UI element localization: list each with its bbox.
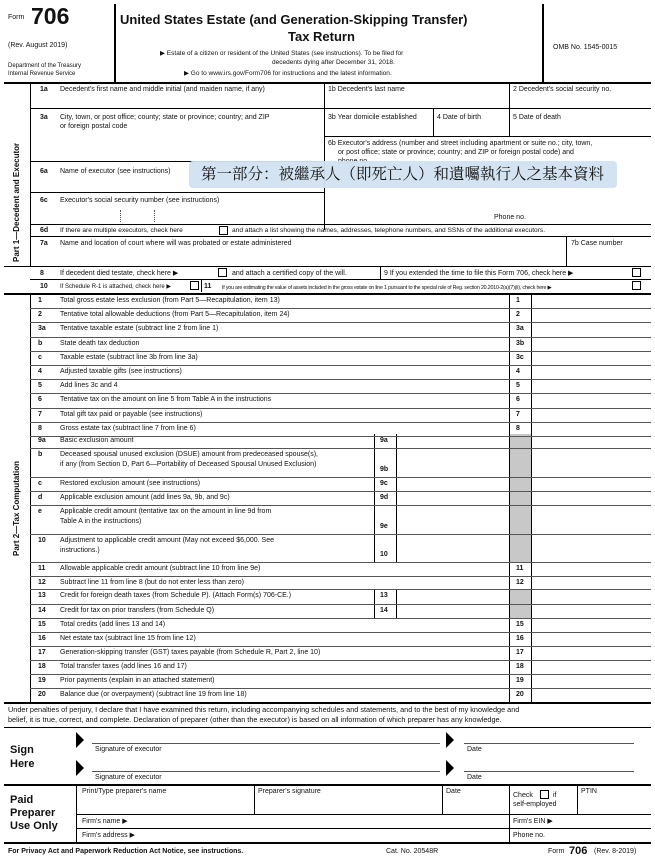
- line-17-label: Generation-skipping transfer (GST) taxes payable (from Schedule R, Part 2, line 10): [60, 649, 321, 656]
- mid-box-number: 9d: [380, 494, 389, 501]
- line-box-number: 5: [516, 382, 520, 390]
- line-number: c: [38, 353, 42, 361]
- line-box-number: 16: [516, 635, 524, 642]
- line-number: 16: [38, 635, 46, 642]
- arrow-icon: [76, 732, 84, 748]
- line-number: 13: [38, 592, 46, 599]
- line-11-label: Allowable applicable credit amount (subtract line 10 from line 9e): [60, 565, 261, 572]
- line-box-number: 1: [516, 297, 520, 304]
- field-6b-label: 6b Executor's address (number and street including apartment or suite no.; city, town,: [328, 140, 593, 147]
- line-5-amount[interactable]: [532, 379, 650, 391]
- form-title-line2: Tax Return: [288, 29, 355, 44]
- field-11-label: If you are estimating the value of assets included in the gross estate on line 1 pursuant to the special rule of Reg. section 20.2010-2(a)(7)(ii), check here ▶: [222, 284, 552, 291]
- instruction-line1: ▶ Estate of a citizen or resident of the United States (see instructions). To be filed for: [160, 50, 404, 57]
- privacy-notice: For Privacy Act and Paperwork Reduction Act Notice, see instructions.: [8, 848, 244, 855]
- line-box-number: 11: [516, 565, 524, 572]
- line-number: 12: [38, 578, 46, 586]
- line-box-number: 8: [516, 424, 520, 432]
- line-7-amount[interactable]: [532, 408, 650, 420]
- preparer-label: Preparer: [10, 807, 56, 819]
- line-box-number: 17: [516, 649, 524, 656]
- line-18-label: Total transfer taxes (add lines 16 and 17): [60, 663, 187, 670]
- l13-label: Credit for foreign death taxes (from Schedule P). (Attach Form(s) 706-CE.): [60, 592, 292, 599]
- line-3c-amount[interactable]: [532, 351, 650, 363]
- l9a-label: Basic exclusion amount: [60, 437, 134, 444]
- check-label: Check: [513, 792, 533, 799]
- preparer-phone-label: Phone no.: [513, 832, 545, 839]
- l9e-label-2: Table A in the instructions): [60, 518, 142, 525]
- line-number: 10: [38, 537, 46, 544]
- estimating-value-checkbox[interactable]: [632, 281, 641, 290]
- field-6d-label-2: and attach a list showing the names, addresses, telephone numbers, and SSNs of the additional executors.: [232, 227, 546, 234]
- field-6a-label: Name of executor (see instructions): [60, 168, 171, 175]
- line-7-label: Total gift tax paid or payable (see instructions): [60, 410, 203, 418]
- l10-amount[interactable]: [397, 549, 507, 561]
- field-6b-label-2: or post office; state or province; country; and ZIP or foreign postal code) and: [338, 149, 574, 156]
- line-box-number: 3b: [516, 339, 525, 347]
- line-2-label: Tentative total allowable deductions (from Part 5—Recapitulation, item 24): [60, 311, 290, 319]
- line-15-label: Total credits (add lines 13 and 14): [60, 621, 166, 628]
- line-3c-label: Taxable estate (subtract line 3b from line 3a): [60, 353, 198, 361]
- line-box-number: 2: [516, 311, 520, 319]
- footer-form-number: 706: [569, 845, 588, 857]
- omb-number: OMB No. 1545-0015: [553, 44, 618, 51]
- sign-label: Sign: [10, 744, 34, 756]
- line-8-label: Gross estate tax (subtract line 7 from line 6): [60, 424, 196, 432]
- line-16-label: Net estate tax (subtract line 15 from line 12): [60, 635, 196, 642]
- field-7b-label: 7b Case number: [571, 240, 623, 247]
- mid-box-number: 13: [380, 592, 388, 599]
- line-number: 1: [38, 297, 42, 304]
- field-9-label: 9 If you extended the time to file this Form 706, check here ▶: [384, 270, 574, 277]
- line-20-amount[interactable]: [532, 688, 650, 700]
- l9b-label-2: if any (from Section D, Part 6—Portability of Deceased Spousal Unused Exclusion): [60, 461, 317, 468]
- testate-checkbox[interactable]: [218, 268, 227, 277]
- line-box-number: 19: [516, 677, 524, 684]
- l9e-label: Applicable credit amount (tentative tax on the amount in line 9d from: [60, 508, 272, 515]
- field-3b-label: 3b Year domicile established: [328, 114, 417, 121]
- mid-box-number: 9e: [380, 523, 388, 530]
- line-box-number: 20: [516, 691, 524, 698]
- signature-label-1: Signature of executor: [95, 746, 162, 753]
- field-3a-label: City, town, or post office; county; state or province; country; and ZIP: [60, 114, 270, 121]
- line-number: 17: [38, 649, 46, 656]
- line-box-number: 6: [516, 396, 520, 404]
- shaded-box: [510, 434, 531, 562]
- field-5-label: 5 Date of death: [513, 114, 561, 121]
- l13-amount[interactable]: [397, 589, 507, 601]
- paid-label: Paid: [10, 794, 34, 806]
- date-label-1: Date: [467, 746, 482, 753]
- line-number: 11: [38, 565, 46, 572]
- translation-overlay-text: 第一部分：被繼承人（即死亡人）和遺囑執行人之基本資料: [201, 166, 605, 183]
- decedent-first-name-input[interactable]: [60, 96, 324, 108]
- field-3a-label-2: or foreign postal code: [60, 123, 128, 130]
- line-number: 8: [38, 424, 42, 432]
- translation-overlay: [189, 161, 617, 188]
- field-10-label: If Schedule R-1 is attached, check here ▶: [60, 284, 172, 290]
- line-box-number: 18: [516, 663, 524, 670]
- line-number: d: [38, 494, 43, 501]
- agency: Internal Revenue Service: [8, 71, 76, 77]
- line-19-label: Prior payments (explain in an attached statement): [60, 677, 215, 684]
- line-box-number: 3a: [516, 325, 524, 333]
- arrow-icon: [446, 732, 454, 748]
- mid-box-number: 9c: [380, 480, 388, 487]
- field-2-label: 2 Decedent's social security no.: [513, 86, 612, 93]
- line-number: 15: [38, 621, 46, 628]
- firm-address-label: Firm's address ▶: [82, 832, 136, 839]
- l9c-amount[interactable]: [397, 478, 507, 490]
- line-number: 2: [38, 311, 42, 319]
- l9d-label: Applicable exclusion amount (add lines 9a, 9b, and 9c): [60, 494, 230, 501]
- part1-side-label: Part 1—Decedent and Executor: [12, 142, 21, 262]
- line-5-label: Add lines 3c and 4: [60, 382, 118, 390]
- line-16-amount[interactable]: [532, 632, 650, 644]
- field-6c-label: Executor's social security number (see instructions): [60, 197, 220, 204]
- schedule-r1-checkbox[interactable]: [190, 281, 199, 290]
- line-3a-label: Tentative taxable estate (subtract line 2 from line 1): [60, 325, 219, 333]
- use-only-label: Use Only: [10, 820, 58, 832]
- arrow-icon: [446, 760, 454, 776]
- line-11-amount[interactable]: [532, 562, 650, 574]
- self-employed-checkbox[interactable]: [540, 790, 549, 799]
- line-number: 20: [38, 691, 46, 698]
- line-number: 19: [38, 677, 46, 684]
- decedent-ssn-input[interactable]: [513, 96, 649, 108]
- l9b-label: Deceased spousal unused exclusion (DSUE) amount from predeceased spouse(s),: [60, 451, 318, 458]
- ptin-label: PTIN: [581, 788, 597, 795]
- date-label-2: Date: [467, 774, 482, 781]
- firm-ein-label: Firm's EIN ▶: [513, 818, 553, 825]
- l9c-label: Restored exclusion amount (see instructions): [60, 480, 201, 487]
- line-number: 6: [38, 396, 42, 404]
- mid-box-number: 9b: [380, 466, 389, 473]
- preparer-name-label: Print/Type preparer's name: [82, 788, 167, 795]
- arrow-icon: [76, 760, 84, 776]
- line-1-amount[interactable]: [532, 294, 650, 306]
- perjury-statement-2: belief, it is true, correct, and complete. Declaration of preparer (other than the executor) is based on all information of which preparer has any knowledge.: [8, 715, 502, 724]
- l9a-amount[interactable]: [397, 435, 507, 447]
- l10-label-2: instructions.): [60, 547, 100, 554]
- l9e-amount[interactable]: [397, 521, 507, 533]
- form-label: Form: [8, 14, 25, 21]
- line-number: e: [38, 508, 42, 515]
- preparer-date-label: Date: [446, 788, 461, 795]
- extension-checkbox[interactable]: [632, 268, 641, 277]
- executor-signature-field-1[interactable]: [92, 730, 440, 743]
- line-17-amount[interactable]: [532, 646, 650, 658]
- line-number: 3a: [38, 325, 46, 333]
- l14-amount[interactable]: [397, 604, 507, 616]
- form-number: 706: [31, 3, 70, 29]
- line-19-amount[interactable]: [532, 674, 650, 686]
- line-20-label: Balance due (or overpayment) (subtract line 19 from line 18): [60, 691, 247, 698]
- line-box-number: 4: [516, 368, 520, 375]
- field-8-label-2: and attach a certified copy of the will.: [232, 270, 347, 277]
- line-4-label: Adjusted taxable gifts (see instructions): [60, 368, 182, 375]
- irs-link[interactable]: ▶ Go to www.irs.gov/Form706 for instructions and the latest information.: [184, 70, 392, 77]
- line-number: c: [38, 480, 42, 487]
- firm-name-label: Firm's name ▶: [82, 818, 128, 825]
- decedent-last-name-input[interactable]: [328, 96, 508, 108]
- line-12-label: Subtract line 11 from line 8 (but do not enter less than zero): [60, 578, 244, 586]
- line-6-amount[interactable]: [532, 393, 650, 405]
- phone-label: Phone no.: [494, 214, 526, 221]
- line-8-amount[interactable]: [532, 422, 650, 434]
- line-box-number: 12: [516, 578, 524, 586]
- footer-revision: (Rev. 8-2019): [594, 848, 637, 855]
- field-8-label: If decedent died testate, check here ▶: [60, 270, 179, 277]
- line-number: 4: [38, 368, 42, 375]
- line-box-number: 15: [516, 621, 524, 628]
- line-number: 9a: [38, 437, 46, 444]
- field-7a-label: Name and location of court where will was probated or estate administered: [60, 240, 292, 247]
- line-number: b: [38, 451, 43, 458]
- field-4-label: 4 Date of birth: [437, 114, 481, 121]
- self-employed-label: self-employed: [513, 801, 557, 808]
- instruction-line2: decedents dying after December 31, 2018.: [272, 59, 395, 66]
- line-12-amount[interactable]: [532, 576, 650, 588]
- mid-box-number: 10: [380, 551, 388, 558]
- line-number: 5: [38, 382, 42, 390]
- line-4-amount[interactable]: [532, 365, 650, 377]
- line-2-amount[interactable]: [532, 308, 650, 320]
- line-3b-amount[interactable]: [532, 337, 650, 349]
- part2-side-label: Part 2—Tax Computation: [12, 461, 21, 556]
- line-3a-amount[interactable]: [532, 322, 650, 334]
- l10-label: Adjustment to applicable credit amount (May not exceed $6,000. See: [60, 537, 275, 544]
- mid-box-number: 14: [380, 606, 388, 614]
- line-3b-label: State death tax deduction: [60, 339, 140, 347]
- mid-box-number: 9a: [380, 437, 388, 444]
- line-18-amount[interactable]: [532, 660, 650, 672]
- revision-date: (Rev. August 2019): [8, 42, 68, 49]
- field-6d-label: If there are multiple executors, check here: [60, 227, 183, 234]
- line-number: 7: [38, 410, 42, 418]
- preparer-signature-label: Preparer's signature: [258, 788, 321, 795]
- line-6-label: Tentative tax on the amount on line 5 from Table A in the instructions: [60, 396, 272, 404]
- multiple-executors-checkbox[interactable]: [219, 226, 228, 235]
- form-title-line1: United States Estate (and Generation-Skipping Transfer): [120, 12, 468, 27]
- here-label: Here: [10, 758, 35, 770]
- l9d-amount[interactable]: [397, 492, 507, 504]
- signature-label-2: Signature of executor: [95, 774, 162, 781]
- field-1b-label: 1b Decedent's last name: [328, 86, 405, 93]
- line-number: b: [38, 339, 43, 347]
- catalog-number: Cat. No. 20548R: [386, 848, 439, 855]
- l14-label: Credit for tax on prior transfers (from Schedule Q): [60, 606, 215, 614]
- line-number: 14: [38, 606, 46, 614]
- perjury-statement-1: Under penalties of perjury, I declare that I have examined this return, including accompanying schedules and statements, and to the best of my knowledge and: [8, 705, 520, 714]
- executor-signature-field-2[interactable]: [92, 758, 440, 771]
- l9b-amount[interactable]: [397, 464, 507, 476]
- line-15-amount[interactable]: [532, 618, 650, 630]
- line-box-number: 3c: [516, 353, 524, 361]
- line-number: 18: [38, 663, 46, 670]
- line-box-number: 7: [516, 410, 520, 418]
- line-1-label: Total gross estate less exclusion (from Part 5—Recapitulation, item 13): [60, 297, 280, 304]
- department: Department of the Treasury: [8, 63, 82, 69]
- field-1a-label: Decedent's first name and middle initial (and maiden name, if any): [60, 86, 265, 93]
